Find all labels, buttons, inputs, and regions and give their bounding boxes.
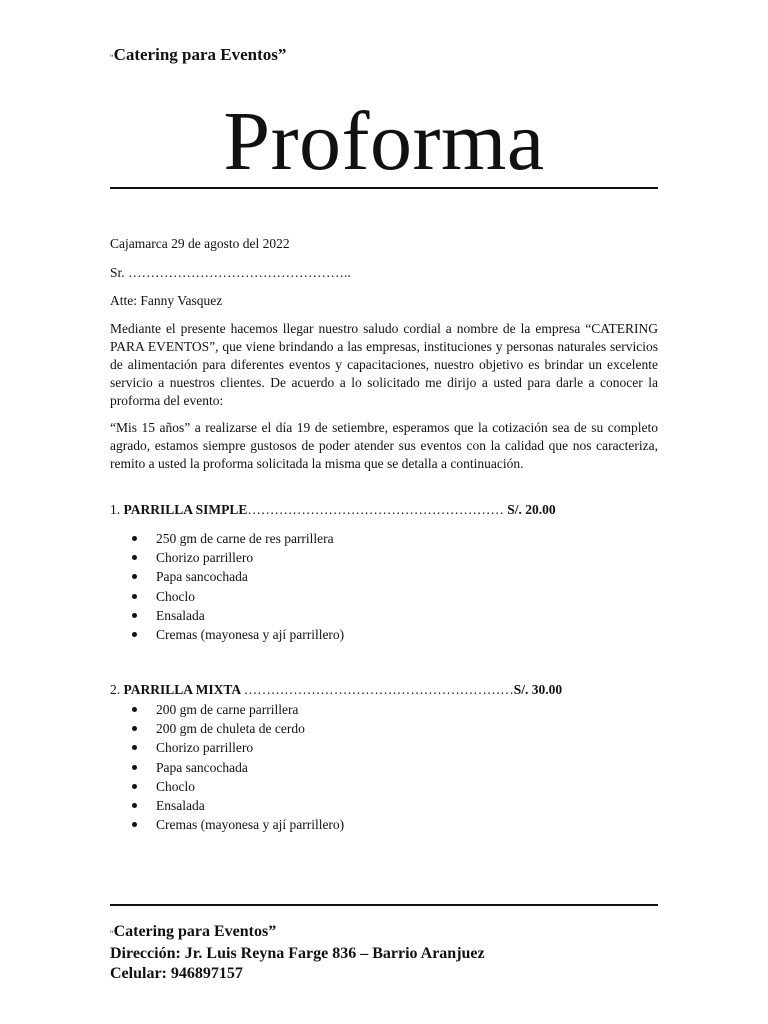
item-1-contents <box>110 529 344 644</box>
item-dots: …………………………………………………… <box>243 682 514 697</box>
item-heading-1 <box>110 501 556 519</box>
bullet-icon <box>132 765 137 770</box>
bullet-icon <box>132 822 137 827</box>
bullet-icon <box>132 726 137 731</box>
footer-brand-text: Catering para Eventos” <box>113 923 277 940</box>
page-title: Proforma <box>223 95 545 188</box>
item-dots: ………………………………………………… <box>247 502 508 517</box>
list-item: Cremas (mayonesa y ají parrillero) <box>110 815 344 834</box>
event-paragraph: “Mis 15 años” a realizarse el día 19 de setiembre, esperamos que la cotización sea de su completo agrado, estamos siempre gustosos de poder atender sus eventos con la calidad que nos caracteriza, remito a usted la proforma solicitada la misma que se detalla a continuación. <box>110 420 658 471</box>
list-item: Ensalada <box>110 606 344 625</box>
list-item: Choclo <box>110 777 344 796</box>
list-item: Ensalada <box>110 796 344 815</box>
list-item: Cremas (mayonesa y ají parrillero) <box>110 625 344 644</box>
item-heading-2 <box>110 681 562 699</box>
bullet-icon <box>132 745 137 750</box>
place-date: Cajamarca 29 de agosto del 2022 <box>110 236 290 251</box>
footer-address: Dirección: Jr. Luis Reyna Farge 836 – Barrio Aranjuez <box>110 945 485 962</box>
item-name: PARRILLA SIMPLE <box>123 502 248 517</box>
footer-divider <box>110 904 658 906</box>
item-number: 1. <box>110 502 124 517</box>
attention-line: Atte: Fanny Vasquez <box>110 293 223 308</box>
bullet-icon <box>132 632 137 637</box>
intro-paragraph: Mediante el presente hacemos llegar nuestro saludo cordial a nombre de la empresa “CATERING PARA EVENTOS”, que viene brindando a las empresas, instituciones y personas naturales servicios de alimentación para diferentes eventos y capacitaciones, nuestro objetivo es brindar un excelente servicio a nuestros clientes. De acuerdo a lo solicitado me dirijo a usted para darle a conocer la proforma del evento: <box>110 321 658 408</box>
item-price: S/. 30.00 <box>513 682 563 697</box>
bullet-icon <box>132 707 137 712</box>
item-price: S/. 20.00 <box>507 502 556 517</box>
list-item: Papa sancochada <box>110 567 344 586</box>
bullet-icon <box>132 613 137 618</box>
footer-open-quote: “ <box>110 929 114 938</box>
list-item: Choclo <box>110 587 344 606</box>
header-open-quote: “ <box>110 53 114 62</box>
bullet-icon <box>132 784 137 789</box>
top-divider <box>110 187 658 189</box>
bullet-icon <box>132 555 137 560</box>
bullet-icon <box>132 536 137 541</box>
list-item: Papa sancochada <box>110 758 344 777</box>
list-item: Chorizo parrillero <box>110 548 344 567</box>
list-item: 250 gm de carne de res parrillera <box>110 529 344 548</box>
list-item: 200 gm de chuleta de cerdo <box>110 719 344 738</box>
bullet-icon <box>132 803 137 808</box>
bullet-icon <box>132 574 137 579</box>
item-number: 2. <box>110 682 124 697</box>
bullet-icon <box>132 594 137 599</box>
footer-phone: Celular: 946897157 <box>110 965 243 982</box>
header-brand <box>110 45 286 65</box>
header-brand-text: Catering para Eventos” <box>113 45 287 64</box>
footer <box>110 922 485 984</box>
recipient-line: Sr. ………………………………………….. <box>110 265 351 280</box>
item-2-contents <box>110 700 344 834</box>
list-item: 200 gm de carne parrillera <box>110 700 344 719</box>
footer-brand <box>110 922 485 944</box>
item-name: PARRILLA MIXTA <box>123 682 244 697</box>
list-item: Chorizo parrillero <box>110 738 344 757</box>
